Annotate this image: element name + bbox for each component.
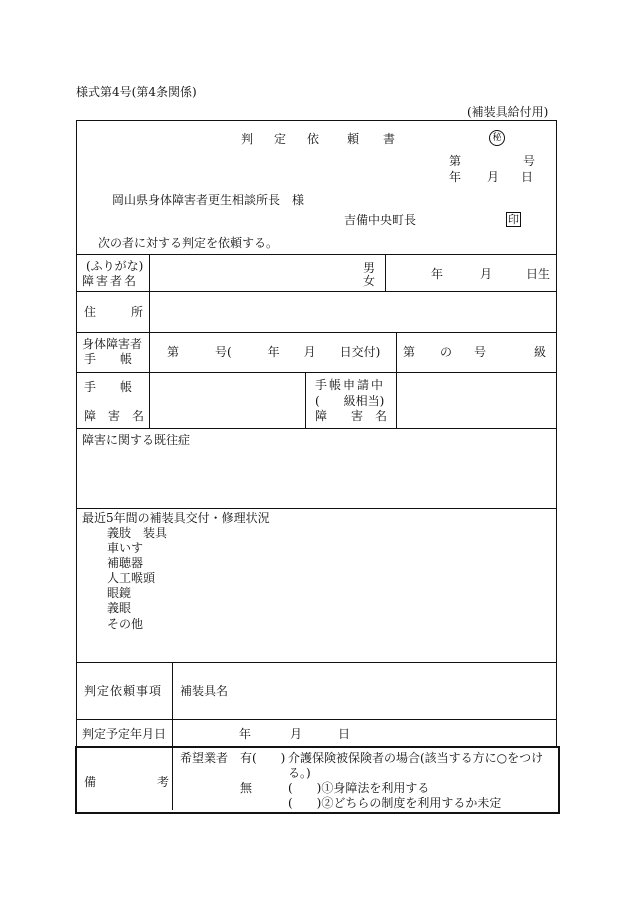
col-sep (385, 254, 386, 291)
vendor-label: 希望業者 (180, 751, 229, 765)
device-name-label: 補装具名 (180, 684, 229, 698)
addressee: 岡山県身体障害者更生相談所長 様 (112, 193, 305, 207)
request-label: 判定依頼事項 (84, 684, 163, 698)
row-sep (76, 428, 557, 429)
doc-number-prefix: 第 (449, 154, 462, 168)
col-sep (305, 372, 306, 428)
address-label-1: 住 (84, 305, 97, 319)
pending-label-1: 手帳申請中 (315, 378, 386, 392)
scheduled-year: 年 (239, 727, 252, 741)
frame-left (76, 120, 77, 746)
form-number: 様式第4号(第4条関係) (76, 85, 197, 99)
notebook-label-2: 手 帳 (84, 352, 133, 366)
row-sep (76, 662, 557, 663)
title-char: 書 (383, 132, 396, 146)
device-item: 補聴器 (107, 556, 144, 570)
disability-label-2: 障 害 名 (84, 409, 145, 423)
remarks-label-1: 備 (84, 775, 97, 789)
birth-year: 年 (431, 267, 444, 281)
scheduled-date-label: 判定予定年月日 (82, 727, 167, 741)
seal-box: 印 (508, 213, 519, 226)
option-2: ( )②どちらの制度を利用するか未定 (288, 796, 502, 810)
history-label: 障害に関する既往症 (82, 433, 191, 447)
vendor-yes: 有( ) (240, 751, 286, 765)
col-sep (396, 332, 397, 428)
title-char: 定 (274, 132, 287, 146)
frame-right (556, 120, 557, 746)
device-item: 義肢 装具 (107, 526, 168, 540)
doc-date-month: 月 (487, 170, 500, 184)
pending-label-2: ( 級相当) (315, 394, 385, 408)
care-insurance-line2: る。) (288, 766, 311, 780)
col-sep (172, 662, 173, 810)
gender-male: 男 (363, 261, 376, 275)
birth-day: 日生 (526, 267, 551, 281)
notebook-number-text: 第 号( 年 月 日交付) (167, 345, 381, 359)
scheduled-month: 月 (290, 727, 303, 741)
grade-kyu: 級 (534, 345, 547, 359)
doc-number-suffix: 号 (523, 154, 536, 168)
remarks-label-2: 考 (157, 775, 170, 789)
title-char: 判 (241, 132, 254, 146)
birth-month: 月 (480, 267, 493, 281)
devices-label: 最近5年間の補装具交付・修理状況 (82, 511, 270, 525)
device-item: 義眼 (107, 601, 132, 615)
vendor-no: 無 (240, 781, 253, 795)
title-char: 依 (307, 132, 320, 146)
care-insurance-line1: 介護保険被保険者の場合(該当する方に○をつけ (288, 751, 544, 765)
secret-mark: 秘 (489, 130, 505, 146)
doc-date-day: 日 (521, 170, 534, 184)
sender: 吉備中央町長 (344, 213, 417, 227)
name-label: 障害者名 (82, 274, 139, 288)
request-text: 次の者に対する判定を依頼する。 (98, 236, 279, 250)
device-item: 眼鏡 (107, 586, 132, 600)
row-sep (76, 508, 557, 509)
grade-no: の (440, 345, 453, 359)
scheduled-day: 日 (338, 727, 351, 741)
row-sep (76, 719, 557, 720)
option-1: ( )①身障法を利用する (288, 781, 430, 795)
grade-dai: 第 (403, 345, 416, 359)
device-item: その他 (107, 617, 144, 631)
pending-label-3: 障 害 名 (315, 409, 388, 423)
purpose-note: (補装具給付用) (467, 105, 549, 119)
col-sep (149, 372, 150, 428)
frame-top (76, 120, 557, 121)
disability-label-1: 手 帳 (84, 380, 133, 394)
col-sep (149, 254, 150, 372)
notebook-label-1: 身体障害者 (82, 337, 143, 351)
title-char: 頼 (347, 132, 360, 146)
gender-female: 女 (363, 274, 376, 288)
doc-date-year: 年 (449, 170, 462, 184)
grade-go: 号 (474, 345, 487, 359)
furigana-label: (ふりがな) (86, 259, 144, 273)
device-item: 車いす (107, 541, 144, 555)
address-label-2: 所 (131, 305, 144, 319)
device-item: 人工喉頭 (107, 571, 156, 585)
